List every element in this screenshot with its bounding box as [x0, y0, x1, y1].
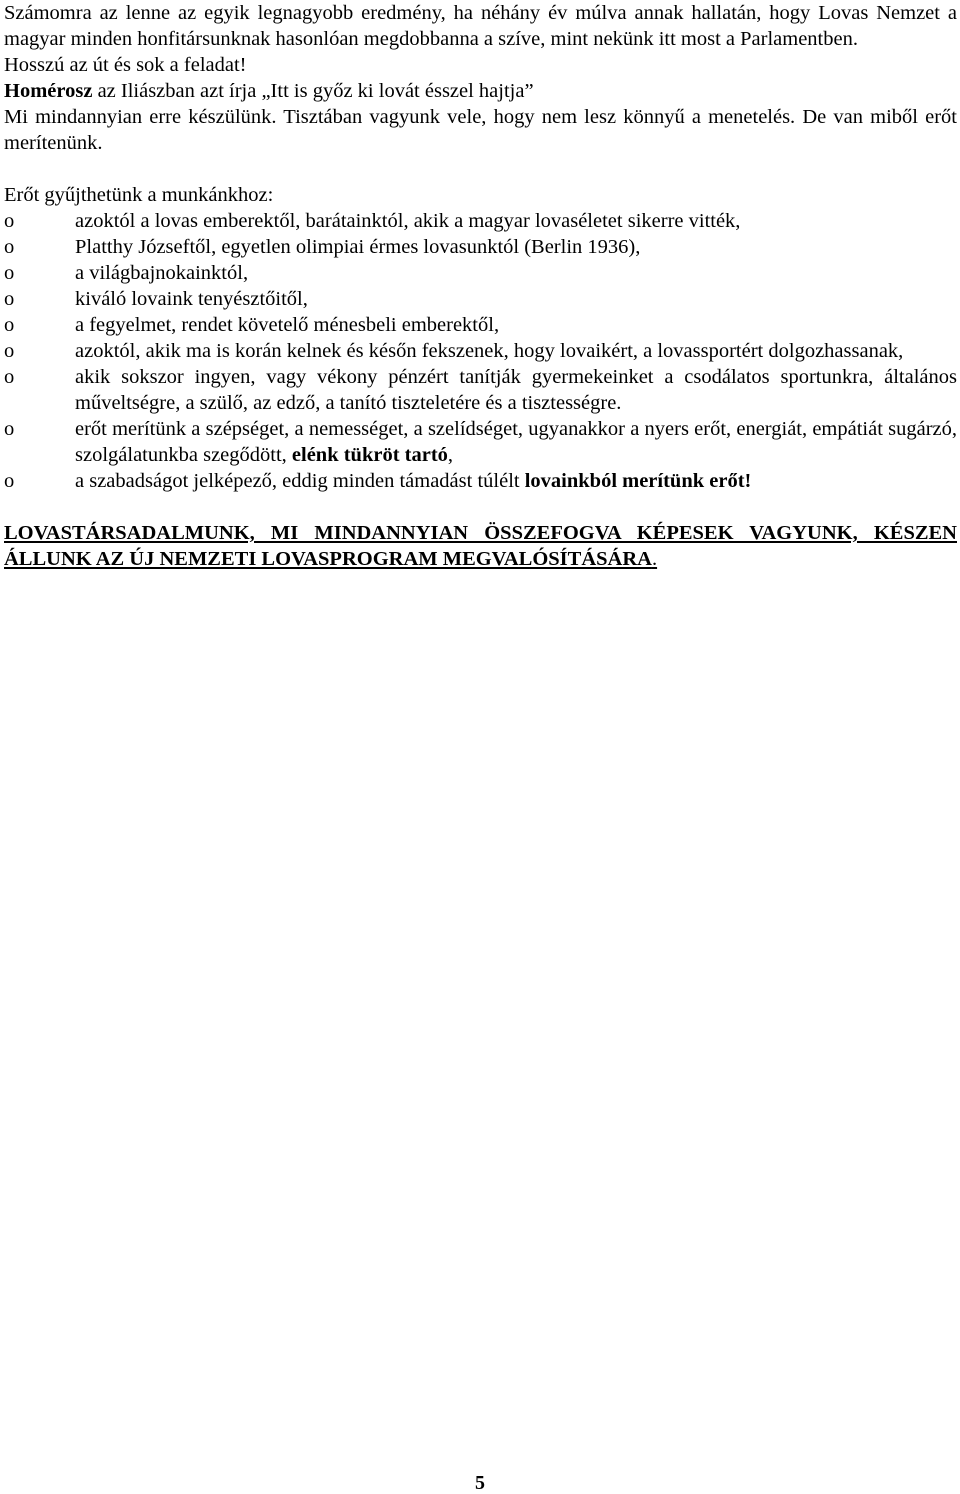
intro-paragraph-preparation: Mi mindannyian erre készülünk. Tisztában vagyunk vele, hogy nem lesz könnyű a menetelés. De van miből erőt merítenünk.	[4, 106, 957, 154]
list-item-text: akik sokszor ingyen, vagy vékony pénzért tanítják gyermekeinket a csodálatos sportunkra, általános műveltségre, a szülő, az edző, a tanító tiszteletére és a tisztességre.	[75, 366, 957, 414]
bullet-icon: o	[4, 288, 15, 310]
list-item	[4, 286, 957, 312]
intro-paragraph-long-road: Hosszú az út és sok a feladat!	[4, 54, 247, 76]
list-item-text: erőt merítünk a szépséget, a nemességet, a szelídséget, ugyanakkor a nyers erőt, energiát, empátiát sugárzó, szolgálatunkba szegődött,	[75, 418, 957, 466]
intro-paragraph-homer	[4, 78, 957, 104]
list-item-text: Platthy Józseftől, egyetlen olimpiai érmes lovasunktól (Berlin 1936),	[75, 236, 641, 258]
bullet-icon: o	[4, 262, 15, 284]
page-number: 5	[475, 1472, 485, 1494]
bullet-icon: o	[4, 314, 15, 336]
list-item-text: a világbajnokainktól,	[75, 262, 249, 284]
list-item-emphasis: lovainkból merítünk erőt!	[524, 470, 752, 492]
list-item	[4, 468, 957, 494]
document-body	[4, 0, 957, 593]
list-item	[4, 234, 957, 260]
bullet-icon: o	[4, 470, 15, 492]
strength-lead: Erőt gyűjthetünk a munkánkhoz:	[4, 184, 274, 206]
list-item-text: a fegyelmet, rendet követelő ménesbeli emberektől,	[75, 314, 500, 336]
list-item	[4, 416, 957, 468]
homer-quote: az Iliászban azt írja „Itt is győz ki lovát ésszel hajtja”	[92, 80, 534, 102]
closing-statement-text: LOVASTÁRSADALMUNK, MI MINDANNYIAN ÖSSZEFOGVA KÉPESEK VAGYUNK, KÉSZEN ÁLLUNK AZ ÚJ NEMZETI LOVASPROGRAM MEGVALÓSÍTÁSÁRA	[4, 522, 957, 570]
bullet-icon: o	[4, 236, 15, 258]
strength-list	[4, 208, 957, 494]
list-item	[4, 208, 957, 234]
list-item-text: azoktól a lovas emberektől, barátainktól, akik a magyar lovaséletet sikerre vitték,	[75, 210, 741, 232]
list-item-text: azoktól, akik ma is korán kelnek és későn fekszenek, hogy lovaikért, a lovassportért dolgozhassanak,	[75, 340, 904, 362]
closing-statement-period: .	[651, 548, 658, 570]
bullet-icon: o	[4, 340, 15, 362]
intro-paragraph-hope: Számomra az lenne az egyik legnagyobb eredmény, ha néhány év múlva annak hallatán, hogy Lovas Nemzet a magyar minden honfitársunknak hasonlóan megdobbanna a szíve, mint nekünk itt most a Parlamentben.	[4, 2, 957, 50]
list-item-emphasis: elénk tükröt tartó	[291, 444, 448, 466]
list-item-text: kiváló lovaink tenyésztőitől,	[75, 288, 308, 310]
closing-statement	[4, 520, 957, 572]
list-item	[4, 364, 957, 416]
list-item-trailing: ,	[447, 444, 454, 466]
paragraph-spacer	[4, 156, 957, 182]
bullet-icon: o	[4, 418, 15, 440]
bullet-icon: o	[4, 366, 15, 388]
list-item-text: a szabadságot jelképező, eddig minden támadást túlélt	[75, 470, 525, 492]
homer-name: Homérosz	[4, 80, 93, 102]
list-item	[4, 312, 957, 338]
list-item	[4, 338, 957, 364]
bullet-icon: o	[4, 210, 15, 232]
list-item	[4, 260, 957, 286]
